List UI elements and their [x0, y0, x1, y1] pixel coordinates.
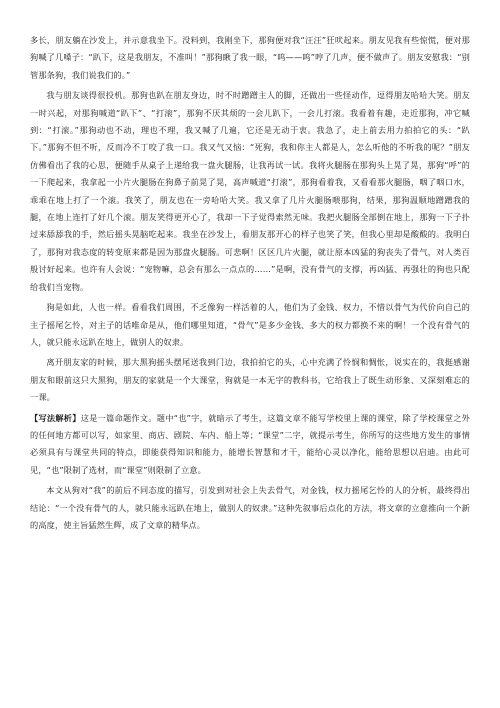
paragraph-6: 本文从狗对“我”的前后不同态度的描写，引发到对社会上失去骨气，对金钱，权力摇尾乞怜的人的分析，最终得出结论：“一个没有骨气的人，就只能永远趴在地上，做别人的奴隶。”这种先叙事后点化的方法，将文章的立意推向一个新的高度，使主旨猛然生辉，成了文章的精华点。: [30, 485, 470, 530]
analysis-text: 这是一篇命题作文。题中“也”字，就暗示了考生，这篇文章不能写学校里上课的课堂，除了学校课堂之外的任何地方都可以写，如家里、商店、剧院、车内、船上等；“课堂”二字，就提示考生，你所写的这些地方发生的事情必须具有与课堂共同的特点，即能获得知识和能力，能增长智慧和才干，能给心灵以净化，能给思想以启迪。由此可见，“也”限制了选材，而“课堂”则限制了立意。: [30, 412, 470, 475]
paragraph-2: 我与朋友谈得很投机。那狗也趴在朋友身边，时不时蹭蹭主人的脚，还做出一些怪动作，逗得朋友哈哈大笑。朋友一时兴起，对那狗喊道“趴下”、“打滚”，那狗不厌其烦的一会儿趴下，一会儿打滚。我看着有趣，走近那狗，冲它喊到：“打滚。”那狗动也不动，理也不理，我又喊了几遍，它还是无动于衷。我急了，走上前去用力拍拍它的头：“趴下。”那狗不但不听，反而冷不丁咬了我一口。我又气又恼：“死狗，我和你主人都是人，怎么听他的不听我的呢？”朋友仿佛看出了我的心思，便随手从桌子上递给我一盘火腿肠，让我再试一试。我将火腿肠在那狗头上晃了晃，那狗“呼”的一下爬起来，我拿起一小片火腿肠在狗鼻子前晃了晃，高声喊道“打滚”，那狗看着我，又看看那火腿肠，咽了咽口水，乖乖在地上打了一个滚。我笑了，朋友也在一旁哈哈大笑。我又拿了几片火腿肠喂那狗，结果，那狗温顺地蹭蹭我的腿，在地上连打了好几个滚。朋友笑得更开心了，我却一下子觉得索然无味。我把火腿肠全部倒在地上，那狗一下子扑过来舔舔我的手，然后摇头晃脑吃起来。我坐在沙发上，看朋友那开心的样子也笑了笑，但我心里却是酸酸的。我明白了，那狗对我态度的转变原来都是因为那盘火腿肠。可悲啊！区区几片火腿，就让原本凶猛的狗丧失了骨气，对人类百般讨好起来。也许有人会说：“宠物嘛，总会有那么一点点的……”是啊，没有骨气的支撑，再凶猛、再强壮的狗也只配给我们当宠物。: [30, 90, 470, 292]
analysis-label: 【写法解析】: [30, 412, 81, 423]
paragraph-3: 狗是如此，人也一样。看看我们周围，不乏像狗一样活着的人，他们为了金钱、权力，不惜以骨气为代价向自己的主子摇尾乞怜，对主子的话唯命是从，他们哪里知道，“骨气”是多少金钱、多大的权力都换不来的啊！一个没有骨气的人，就只能永远趴在地上，做别人的奴隶。: [30, 302, 470, 347]
paragraph-5: [30, 410, 470, 480]
paragraph-1: 多长，朋友躺在沙发上，并示意我坐下。没料到，我刚坐下，那狗便对我“汪汪”狂吠起来。朋友见我有些惊慌，便对那狗喊了几嗓子：“趴下，这是我朋友，不准叫！”那狗瞅了我一眼，“呜——呜”哼了几声，便不做声了。朋友安慰我：“别管那条狗，我们说我们的。”: [30, 35, 470, 80]
paragraph-4: 离开朋友家的时候，那大黑狗摇头摆尾送我到门边，我拍拍它的头，心中充满了怜悯和惆怅，说实在的，我挺感谢朋友和眼前这只大黑狗，朋友的家就是一个大课堂，狗就是一本无字的教科书，它给我上了既生动形象、又深刻难忘的一课。: [30, 357, 470, 403]
